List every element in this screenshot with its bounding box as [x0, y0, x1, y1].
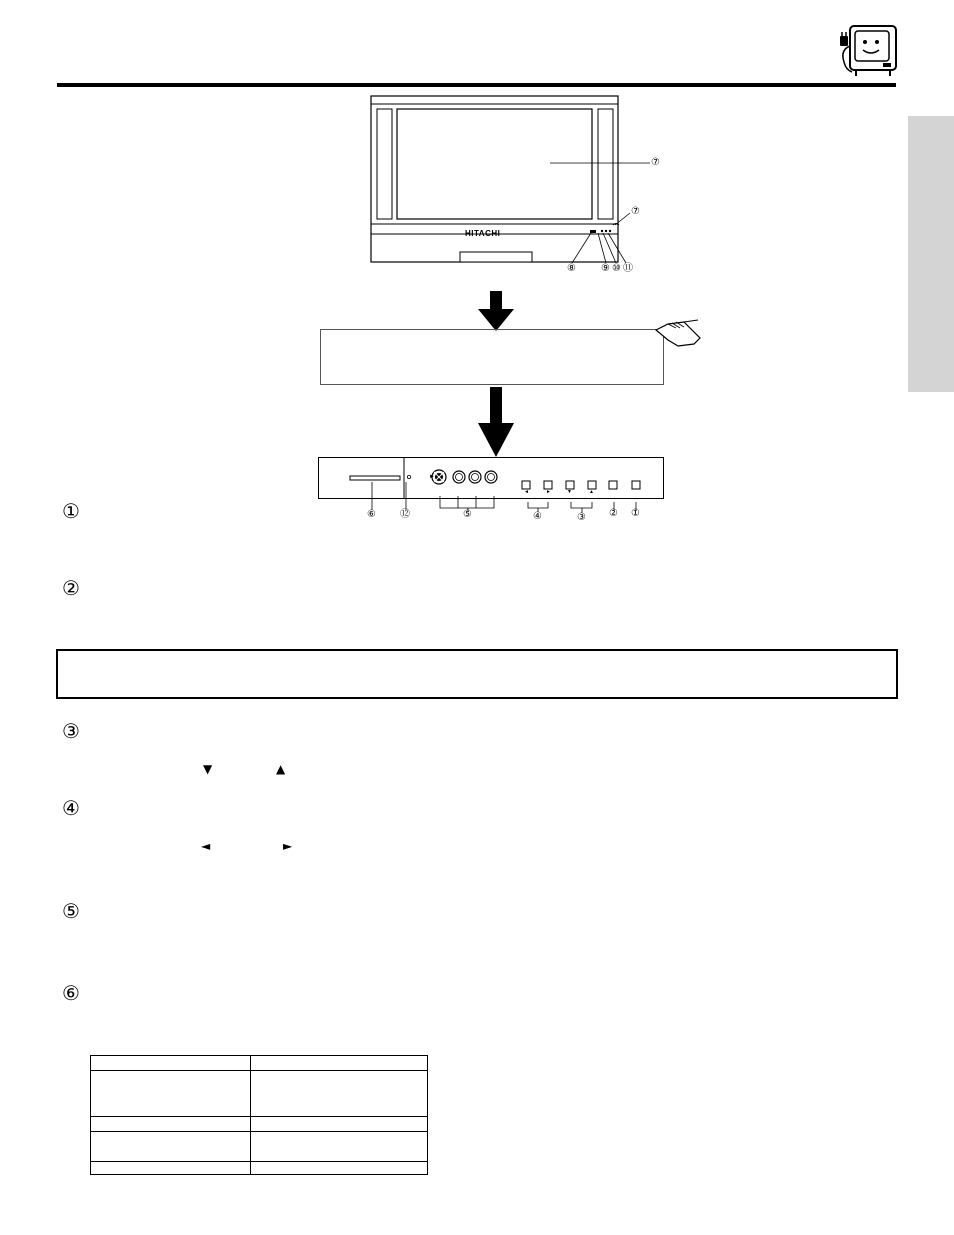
down-triangle-icon: ▼ — [203, 762, 213, 776]
door-note-box — [320, 329, 664, 385]
panel-up-arrow-icon: ▲ — [589, 489, 594, 495]
callout-4: ④ — [533, 511, 542, 522]
table-cell — [91, 1071, 251, 1117]
table-cell — [91, 1162, 251, 1175]
callout-12: ⑫ — [400, 509, 410, 520]
header-rule — [57, 83, 896, 87]
callout-5: ⑤ — [463, 509, 472, 520]
card-compatibility-table — [90, 1055, 428, 1175]
up-triangle-icon: ▲ — [276, 762, 286, 776]
callout-screen: ⑦ — [651, 157, 660, 168]
panel-left-arrow-icon: ◄ — [524, 489, 529, 495]
right-triangle-icon: ► — [283, 839, 293, 853]
item-5-number: ⑤ — [62, 899, 80, 923]
input-arrow-icon: ► — [429, 474, 435, 480]
panel-right-arrow-icon: ► — [546, 489, 551, 495]
callout-2: ② — [609, 508, 618, 519]
item-3-number: ③ — [62, 719, 80, 743]
table-cell — [251, 1162, 428, 1175]
tv-front-diagram — [370, 95, 670, 275]
table-cell — [251, 1056, 428, 1071]
item-4-number: ④ — [62, 796, 80, 820]
item-6-number: ⑥ — [62, 981, 80, 1005]
table-cell — [91, 1056, 251, 1071]
tv-mascot-icon — [836, 22, 900, 80]
panel-down-arrow-icon: ▼ — [567, 489, 572, 495]
item-2-number: ② — [62, 576, 80, 600]
note-box — [56, 649, 898, 699]
callout-sensor: ⑦ — [631, 206, 640, 217]
table-cell — [91, 1117, 251, 1132]
callout-6: ⑥ — [367, 509, 376, 520]
callout-8: ⑧ — [567, 263, 576, 274]
down-arrow-icon — [478, 291, 514, 331]
table-cell — [91, 1132, 251, 1162]
left-triangle-icon: ◄ — [201, 839, 211, 853]
callout-9: ⑨ — [601, 263, 610, 274]
callout-10: ⑩ — [612, 263, 621, 274]
brand-logo: HITACHI — [465, 229, 501, 238]
table-cell — [251, 1132, 428, 1162]
section-tab — [908, 116, 954, 392]
table-cell — [251, 1071, 428, 1117]
table-cell — [251, 1117, 428, 1132]
down-arrow-icon-2 — [478, 387, 514, 459]
callout-1: ① — [631, 508, 640, 519]
pointing-hand-icon — [654, 318, 706, 348]
item-1-number: ① — [62, 499, 80, 523]
callout-11: ⑪ — [623, 263, 633, 274]
callout-3: ③ — [577, 512, 586, 523]
